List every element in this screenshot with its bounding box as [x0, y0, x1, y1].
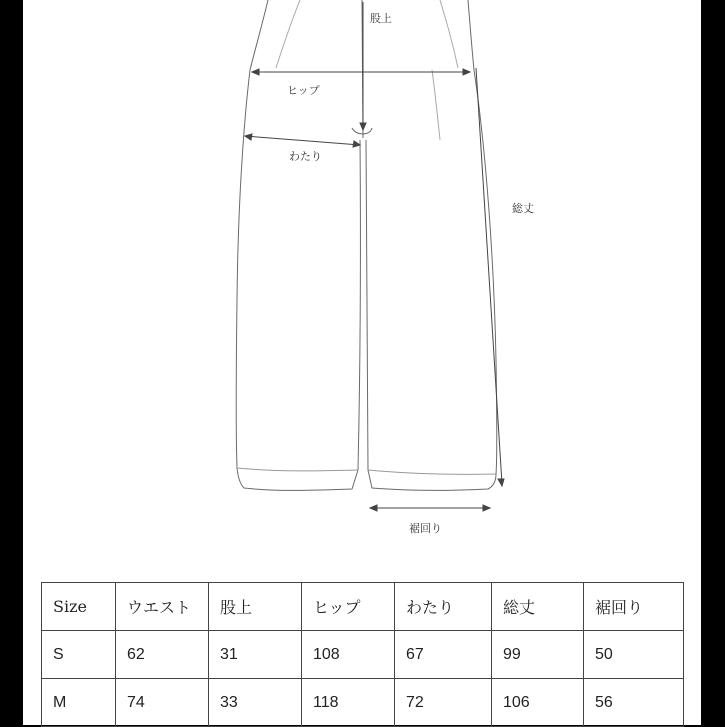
hip-arrowhead-left	[252, 69, 259, 75]
table-cell: 118	[302, 679, 395, 727]
right-cuff-line	[368, 470, 496, 474]
table-cell: 31	[209, 631, 302, 679]
rise-label: 股上	[370, 12, 392, 25]
left-leg-inner	[358, 140, 360, 470]
table-cell: S	[42, 631, 116, 679]
right-leg-inner	[366, 140, 368, 470]
length-arrowhead	[498, 479, 504, 486]
header-cell: 総丈	[492, 583, 584, 631]
table-row	[42, 631, 684, 679]
right-leg-outer	[474, 70, 497, 474]
hem-arrowhead-left	[370, 505, 377, 511]
header-cell: 裾回り	[584, 583, 684, 631]
table-cell: 33	[209, 679, 302, 727]
table-cell: M	[42, 679, 116, 727]
length-label: 総丈	[512, 202, 534, 215]
length-arrow	[476, 68, 502, 484]
hip-label: ヒップ	[287, 84, 320, 97]
left-leg-outer	[236, 70, 250, 468]
pleat-right	[440, 0, 458, 68]
table-cell: 67	[395, 631, 492, 679]
table-cell: 99	[492, 631, 584, 679]
table-cell: 72	[395, 679, 492, 727]
table-row	[42, 679, 684, 727]
thigh-label: わたり	[289, 150, 322, 163]
table-header-row	[42, 583, 684, 631]
table-cell: 56	[584, 679, 684, 727]
table-cell: 62	[116, 631, 209, 679]
waistband-outline-right	[468, 0, 474, 70]
hem-label: 裾回り	[409, 522, 442, 535]
header-cell: ウエスト	[116, 583, 209, 631]
size-chart-table	[41, 582, 684, 727]
header-cell: ヒップ	[302, 583, 395, 631]
left-cuff-line	[237, 468, 358, 471]
thigh-arrowhead-left	[245, 134, 252, 140]
hip-arrowhead-right	[463, 69, 470, 75]
thigh-arrow	[245, 136, 360, 145]
right-hem	[368, 470, 496, 490]
header-cell: Size	[42, 583, 116, 631]
table-cell: 50	[584, 631, 684, 679]
table-cell: 74	[116, 679, 209, 727]
header-cell: 股上	[209, 583, 302, 631]
rise-arrowhead	[360, 123, 366, 130]
pleat-left	[276, 0, 300, 68]
header-cell: わたり	[395, 583, 492, 631]
waistband-outline	[250, 0, 268, 70]
table-cell: 108	[302, 631, 395, 679]
hem-arrowhead-right	[483, 505, 490, 511]
thigh-arrowhead-right	[353, 141, 360, 147]
right-pleat-line	[432, 70, 440, 140]
table-cell: 106	[492, 679, 584, 727]
